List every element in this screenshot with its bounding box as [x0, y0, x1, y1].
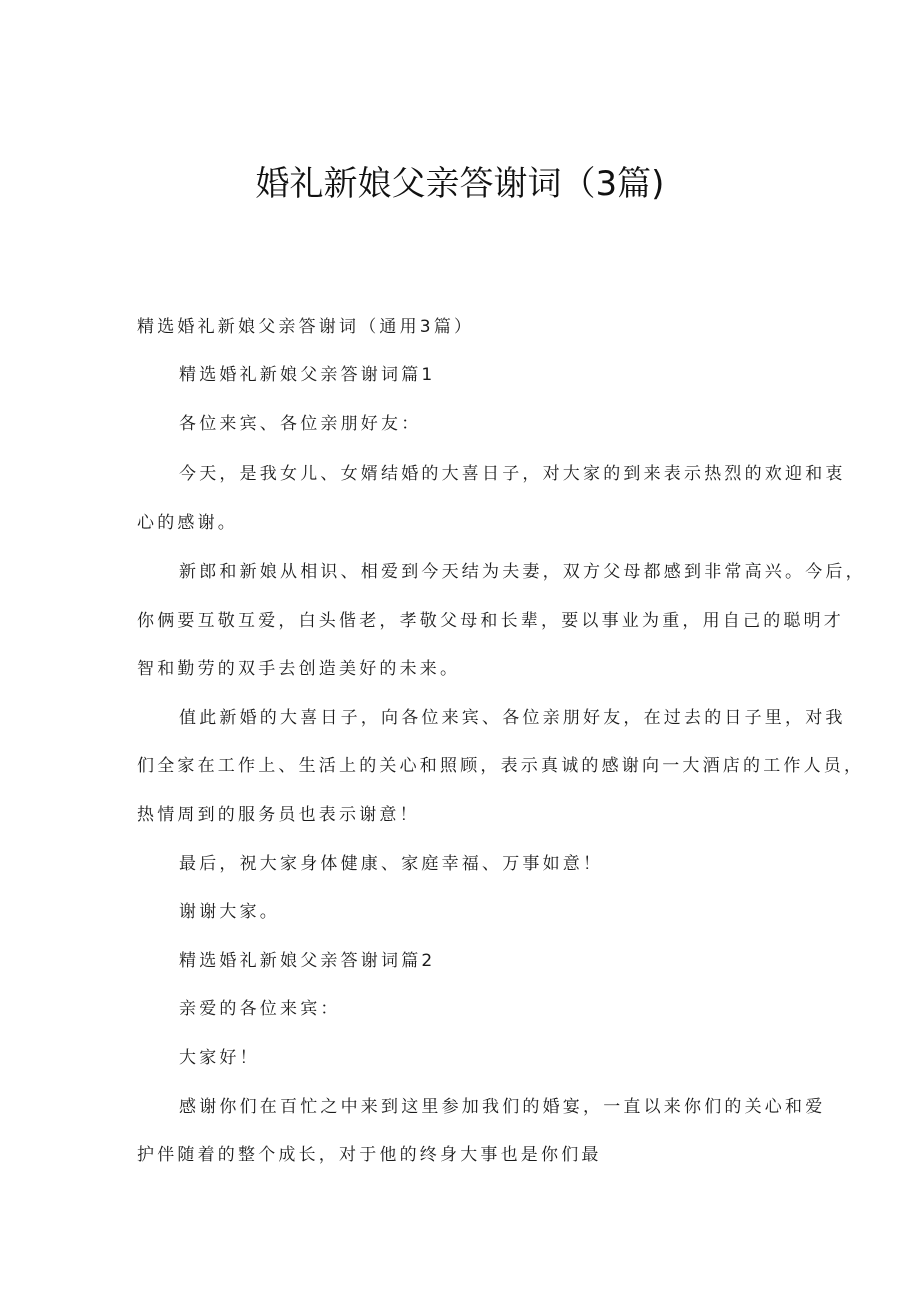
document-title: 婚礼新娘父亲答谢词（3篇): [255, 164, 665, 204]
paragraph-line: 今天，是我女儿、女婿结婚的大喜日子，对大家的到来表示热烈的欢迎和衷: [179, 464, 846, 484]
paragraph-line: 智和勤劳的双手去创造美好的未来。: [137, 659, 461, 679]
paragraph-line: 心的感谢。: [137, 513, 238, 533]
salutation: 各位来宾、各位亲朋好友：: [179, 414, 422, 434]
paragraph-line: 新郎和新娘从相识、相爱到今天结为夫妻，双方父母都感到非常高兴。今后，: [179, 562, 866, 582]
paragraph-line: 们全家在工作上、生活上的关心和照顾，表示真诚的感谢向一大酒店的工作人员，: [137, 756, 865, 776]
greeting-line: 大家好！: [179, 1048, 260, 1068]
paragraph-line: 感谢你们在百忙之中来到这里参加我们的婚宴，一直以来你们的关心和爱: [179, 1097, 826, 1117]
paragraph-line: 热情周到的服务员也表示谢意！: [137, 805, 420, 825]
section-heading-1: 精选婚礼新娘父亲答谢词篇1: [179, 365, 436, 385]
section-heading-2: 精选婚礼新娘父亲答谢词篇2: [179, 951, 436, 971]
intro-heading: 精选婚礼新娘父亲答谢词（通用3篇）: [137, 317, 475, 337]
closing-line: 谢谢大家。: [179, 902, 280, 922]
paragraph-line: 你俩要互敬互爱，白头偕老，孝敬父母和长辈，要以事业为重，用自己的聪明才: [137, 611, 844, 631]
salutation: 亲爱的各位来宾：: [179, 999, 341, 1019]
paragraph-line: 值此新婚的大喜日子，向各位来宾、各位亲朋好友，在过去的日子里，对我: [179, 708, 846, 728]
paragraph-line: 最后，祝大家身体健康、家庭幸福、万事如意！: [179, 854, 604, 874]
paragraph-line: 护伴随着的整个成长，对于他的终身大事也是你们最: [137, 1145, 602, 1165]
